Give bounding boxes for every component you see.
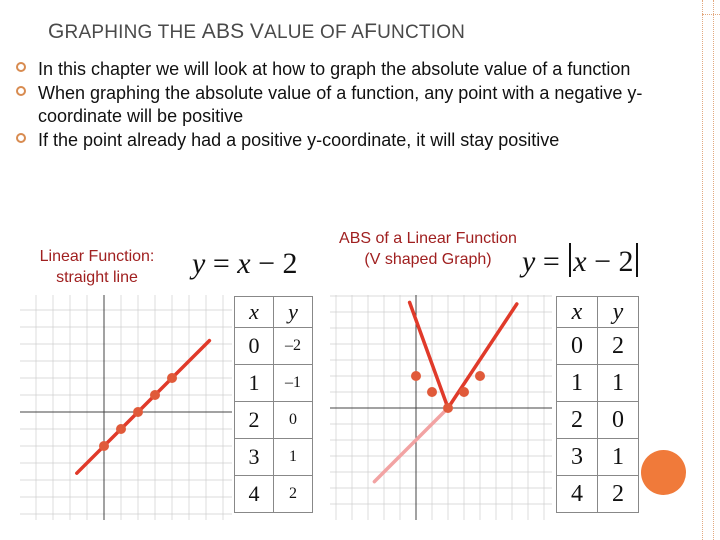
table-cell: 2 xyxy=(598,328,639,365)
table-cell: 1 xyxy=(598,439,639,476)
border-right-dotted xyxy=(713,0,714,540)
circle-bullet-icon xyxy=(16,133,26,143)
bullet-item: When graphing the absolute value of a function, any point with a negative y-coordinate will be positive xyxy=(14,82,694,128)
table-cell: 1 xyxy=(274,439,313,476)
grid xyxy=(20,295,232,520)
table-cell: –2 xyxy=(274,328,313,365)
table-cell: 2 xyxy=(235,402,274,439)
abs-right-branch xyxy=(448,304,517,408)
slide-title: GRAPHING THE ABS VALUE OF AFUNCTION xyxy=(48,20,466,43)
abs-bar-left xyxy=(569,243,571,277)
graph-point xyxy=(116,424,126,434)
abs-graph xyxy=(330,295,552,520)
header-y: y xyxy=(598,297,639,328)
graph-point xyxy=(167,373,177,383)
table-cell: 1 xyxy=(235,365,274,402)
circle-bullet-icon xyxy=(16,62,26,72)
table-cell: 0 xyxy=(274,402,313,439)
graph-point xyxy=(99,441,109,451)
border-top-dotted xyxy=(702,14,720,15)
function-line xyxy=(77,341,210,474)
graph-point xyxy=(459,387,469,397)
table-cell: 3 xyxy=(235,439,274,476)
abs-equation: y = x − 2 xyxy=(522,243,640,279)
table-cell: –1 xyxy=(274,365,313,402)
graph-point xyxy=(150,390,160,400)
bullet-item: If the point already had a positive y-coordinate, it will stay positive xyxy=(14,129,694,152)
graph-point xyxy=(133,407,143,417)
table-cell: 2 xyxy=(557,402,598,439)
reflected-line xyxy=(374,408,448,482)
table-cell: 0 xyxy=(598,402,639,439)
border-left-dotted xyxy=(702,0,703,540)
linear-function-label: Linear Function: straight line xyxy=(39,248,155,286)
abs-function-label: ABS of a Linear Function (V shaped Graph) xyxy=(339,230,517,268)
graph-point xyxy=(427,387,437,397)
graph-point xyxy=(443,403,453,413)
table-cell: 1 xyxy=(598,365,639,402)
linear-graph xyxy=(20,295,232,520)
table-cell: 4 xyxy=(235,476,274,513)
linear-equation: y = x − 2 xyxy=(192,247,298,280)
linear-value-table xyxy=(234,296,313,513)
header-y: y xyxy=(274,297,313,328)
axes xyxy=(330,295,552,520)
decorative-circle xyxy=(641,450,686,495)
bullet-list xyxy=(14,58,694,153)
bullet-item: In this chapter we will look at how to graph the absolute value of a function xyxy=(14,58,694,81)
graph-line xyxy=(77,341,210,474)
graph-point xyxy=(411,371,421,381)
table-cell: 0 xyxy=(557,328,598,365)
table-cell: 1 xyxy=(557,365,598,402)
header-x: x xyxy=(557,297,598,328)
axes xyxy=(20,295,232,520)
header-x: x xyxy=(235,297,274,328)
abs-bar-right xyxy=(636,243,638,277)
abs-value-table xyxy=(556,296,639,513)
circle-bullet-icon xyxy=(16,86,26,96)
table-cell: 3 xyxy=(557,439,598,476)
table-cell: 2 xyxy=(274,476,313,513)
table-cell: 4 xyxy=(557,476,598,513)
table-cell: 2 xyxy=(598,476,639,513)
graph-point xyxy=(475,371,485,381)
table-cell: 0 xyxy=(235,328,274,365)
